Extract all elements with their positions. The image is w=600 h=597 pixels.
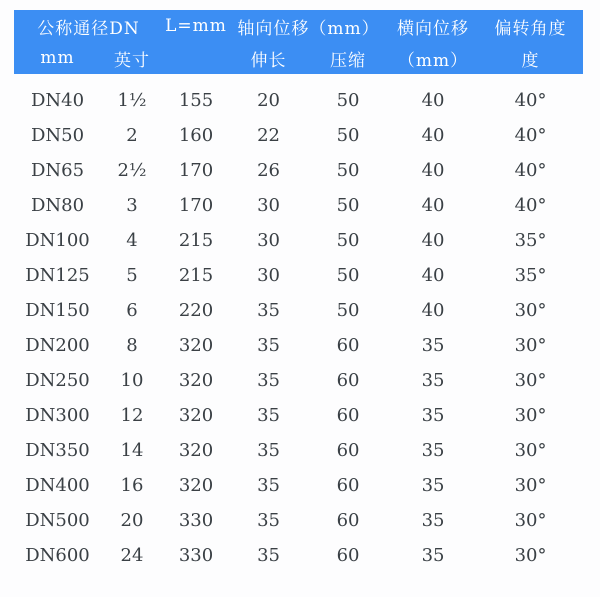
table-cell: 40° [514, 90, 547, 111]
table-cell: 30 [257, 195, 280, 216]
table-cell: 50 [336, 125, 360, 146]
table-cell: 1½ [117, 90, 147, 111]
table-cell: 40 [421, 195, 445, 216]
table-cell: 35 [421, 545, 445, 566]
table-row [14, 538, 583, 573]
table-cell: 8 [126, 335, 138, 356]
header-compression: 压缩 [308, 42, 388, 74]
table-row [14, 398, 583, 433]
table-cell: DN40 [30, 90, 85, 111]
header-deflection-angle: 偏转角度 [478, 10, 583, 42]
table-cell: 40 [421, 300, 445, 321]
table-row [14, 223, 583, 258]
table-cell: DN250 [25, 370, 90, 391]
table-cell: 35 [421, 510, 445, 531]
table-cell: 30° [514, 405, 547, 426]
table-cell: 60 [336, 545, 360, 566]
table-cell: 35 [421, 370, 445, 391]
header-degree: 度 [478, 42, 583, 74]
header-lateral-displacement: 横向位移 [388, 10, 478, 42]
table-cell: 5 [126, 265, 138, 286]
header-inch: 英寸 [101, 42, 163, 74]
table-cell: 26 [257, 160, 280, 181]
table-cell: 30 [257, 230, 280, 251]
table-cell: 60 [336, 510, 360, 531]
table-cell: 170 [178, 195, 214, 216]
table-cell: 20 [120, 510, 144, 531]
table-cell: 320 [178, 475, 214, 496]
table-cell: 20 [257, 90, 280, 111]
table-cell: 35 [421, 440, 445, 461]
table-cell: 35° [514, 230, 547, 251]
table-cell: 2 [126, 125, 138, 146]
table-cell: DN600 [25, 545, 90, 566]
table-cell: 40° [514, 125, 547, 146]
table-cell: 35 [257, 510, 280, 531]
table-cell: 40 [421, 90, 445, 111]
table-cell: DN80 [30, 195, 85, 216]
table-cell: 50 [336, 195, 360, 216]
header-elongation: 伸长 [229, 42, 308, 74]
header-axial-displacement: 轴向位移（mm） [229, 10, 388, 42]
table-row [14, 433, 583, 468]
table-row [14, 188, 583, 223]
table-row [14, 118, 583, 153]
table-cell: DN150 [25, 300, 90, 321]
table-cell: 35 [257, 440, 280, 461]
table-cell: 330 [178, 510, 214, 531]
table-cell: 35 [257, 370, 280, 391]
table-cell: 22 [257, 125, 280, 146]
table-cell: 40 [421, 160, 445, 181]
table-row [14, 83, 583, 118]
table-cell: 35 [421, 335, 445, 356]
header-nominal-diameter: 公称通径DN [14, 10, 163, 42]
table-cell: 320 [178, 440, 214, 461]
table-cell: DN125 [25, 265, 90, 286]
table-cell: 330 [178, 545, 214, 566]
table-row [14, 468, 583, 503]
table-cell: 6 [126, 300, 138, 321]
table-cell: 35 [257, 545, 280, 566]
table-cell: 60 [336, 440, 360, 461]
table-cell: 30° [514, 370, 547, 391]
displacement-spec-table [14, 10, 583, 573]
table-cell: 24 [120, 545, 144, 566]
table-cell: DN65 [30, 160, 85, 181]
table-cell: 220 [178, 300, 214, 321]
table-cell: 10 [120, 370, 144, 391]
header-row-2 [14, 42, 583, 74]
table-cell: 60 [336, 335, 360, 356]
header-length: L=mm [163, 10, 229, 42]
table-cell: 35 [257, 405, 280, 426]
table-cell: 30 [257, 265, 280, 286]
table-header [14, 10, 583, 74]
table-row [14, 328, 583, 363]
table-cell: DN350 [25, 440, 90, 461]
table-cell: DN400 [25, 475, 90, 496]
table-cell: 3 [126, 195, 138, 216]
table-cell: 30° [514, 440, 547, 461]
table-cell: 40° [514, 195, 547, 216]
table-cell: 50 [336, 300, 360, 321]
table-row [14, 503, 583, 538]
table-row [14, 153, 583, 188]
table-cell: 35 [421, 475, 445, 496]
table-cell: 40 [421, 265, 445, 286]
table-cell: 50 [336, 90, 360, 111]
table-cell: 30° [514, 300, 547, 321]
table-row [14, 363, 583, 398]
table-cell: DN200 [25, 335, 90, 356]
table-cell: 2½ [117, 160, 147, 181]
table-cell: 12 [120, 405, 144, 426]
table-cell: 35 [257, 475, 280, 496]
table-cell: 60 [336, 370, 360, 391]
table-cell: 215 [178, 265, 214, 286]
table-row [14, 258, 583, 293]
table-cell: 40 [421, 125, 445, 146]
table-cell: 215 [178, 230, 214, 251]
table-cell: 320 [178, 370, 214, 391]
table-cell: 35 [257, 300, 280, 321]
table-cell: DN300 [25, 405, 90, 426]
table-cell: 50 [336, 230, 360, 251]
table-cell: 30° [514, 510, 547, 531]
table-cell: 50 [336, 265, 360, 286]
table-cell: 35 [257, 335, 280, 356]
table-row [14, 293, 583, 328]
table-cell: 320 [178, 335, 214, 356]
table-cell: 14 [120, 440, 144, 461]
table-cell: 60 [336, 475, 360, 496]
header-empty [163, 42, 229, 74]
table-cell: 35° [514, 265, 547, 286]
table-cell: 30° [514, 475, 547, 496]
table-cell: 30° [514, 545, 547, 566]
table-cell: 320 [178, 405, 214, 426]
table-cell: 170 [178, 160, 214, 181]
table-cell: DN100 [25, 230, 90, 251]
table-cell: 155 [178, 90, 214, 111]
table-body [14, 74, 583, 573]
header-mm: mm [14, 42, 101, 74]
table-cell: 35 [421, 405, 445, 426]
table-cell: 40 [421, 230, 445, 251]
table-cell: 160 [178, 125, 214, 146]
table-cell: 50 [336, 160, 360, 181]
table-cell: DN500 [25, 510, 90, 531]
header-row-1 [14, 10, 583, 42]
table-cell: 40° [514, 160, 547, 181]
table-cell: DN50 [30, 125, 85, 146]
header-lateral-mm: （mm） [388, 42, 478, 74]
table-cell: 16 [120, 475, 144, 496]
table-cell: 60 [336, 405, 360, 426]
table-cell: 4 [126, 230, 138, 251]
table-cell: 30° [514, 335, 547, 356]
